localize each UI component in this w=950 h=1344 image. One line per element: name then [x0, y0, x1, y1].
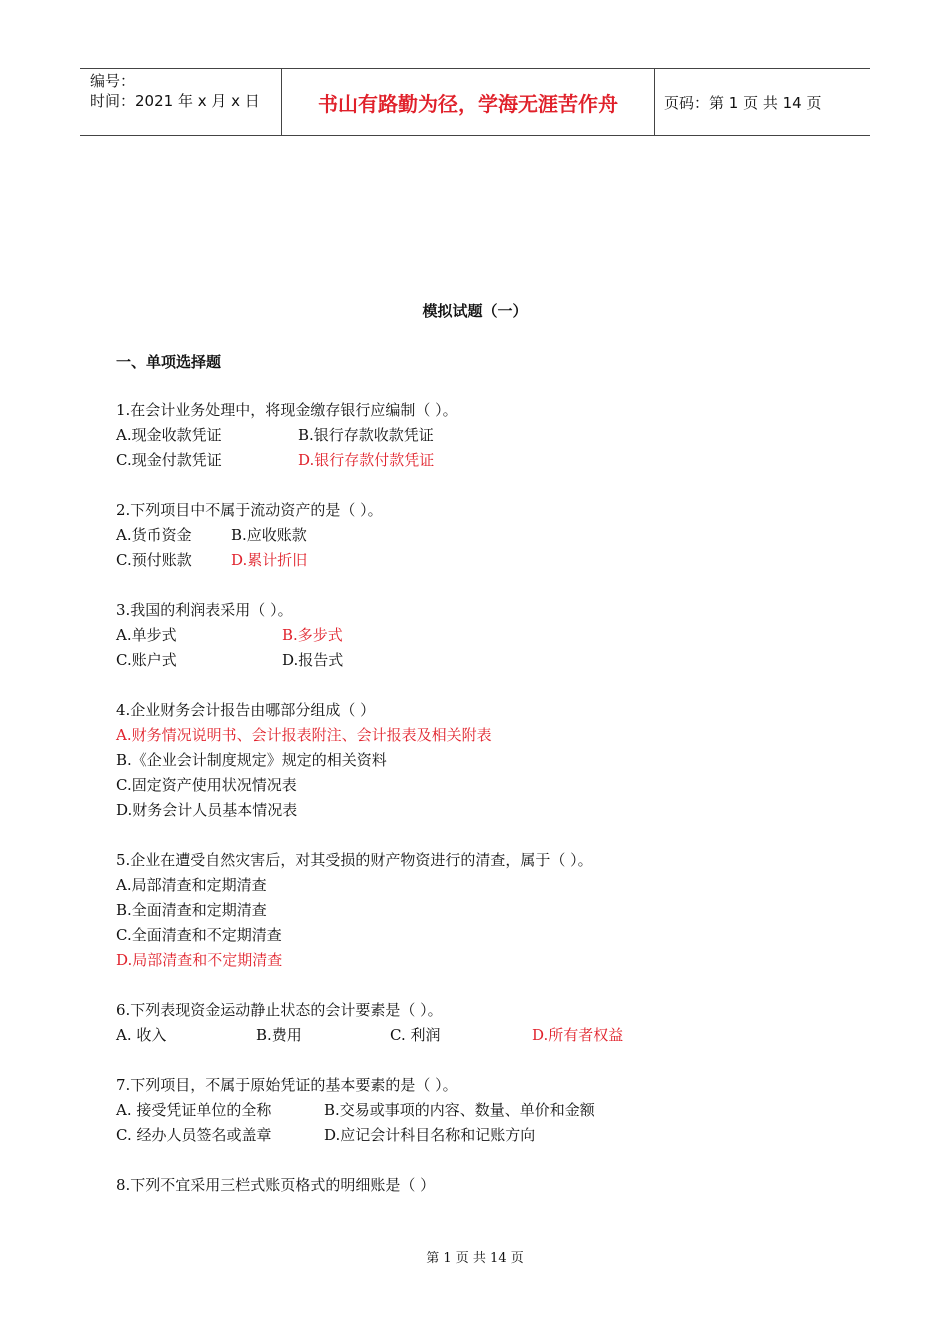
option-b-answer: B.多步式 — [282, 626, 343, 644]
option-c: C. 经办人员签名或盖章 — [116, 1126, 272, 1144]
option-a: A. 收入 — [116, 1026, 167, 1044]
option-row — [116, 548, 876, 573]
question-stem: 5.企业在遭受自然灾害后，对其受损的财产物资进行的清查，属于（ ）。 — [116, 851, 593, 869]
option-c: C.固定资产使用状况情况表 — [116, 776, 297, 794]
option-row — [116, 1023, 876, 1048]
option-b: B.银行存款收款凭证 — [298, 426, 434, 444]
option-c: C.账户式 — [116, 651, 177, 669]
option-d-answer: D.累计折旧 — [231, 551, 308, 569]
option-a: A.单步式 — [116, 626, 177, 644]
header-meta — [80, 69, 282, 135]
option-row — [116, 423, 876, 448]
question-stem: 7.下列项目，不属于原始凭证的基本要素的是（ ）。 — [116, 1076, 458, 1094]
question-stem: 6.下列表现资金运动静止状态的会计要素是（ ）。 — [116, 1001, 443, 1019]
document-number-label: 编号： — [90, 72, 136, 90]
question-5 — [116, 848, 876, 973]
option-d: D.报告式 — [282, 651, 344, 669]
option-row — [116, 1098, 876, 1123]
option-a: A.现金收款凭证 — [116, 426, 222, 444]
question-stem: 2.下列项目中不属于流动资产的是（ ）。 — [116, 501, 383, 519]
option-c: C.全面清查和不定期清查 — [116, 926, 282, 944]
option-a: A.货币资金 — [116, 526, 192, 544]
option-c: C.现金付款凭证 — [116, 451, 222, 469]
option-d-answer: D.所有者权益 — [532, 1026, 624, 1044]
question-3 — [116, 598, 876, 673]
option-row — [116, 623, 876, 648]
option-c: C.预付账款 — [116, 551, 192, 569]
option-b: B.应收账款 — [231, 526, 307, 544]
option-b: B.费用 — [256, 1026, 302, 1044]
header-page-number: 页码：第 1 页 共 14 页 — [664, 93, 822, 112]
option-b: B.全面清查和定期清查 — [116, 901, 267, 919]
question-7 — [116, 1073, 876, 1148]
question-stem: 3.我国的利润表采用（ ）。 — [116, 601, 293, 619]
header-motto: 书山有路勤为径，学海无涯苦作舟 — [282, 69, 655, 135]
question-6 — [116, 998, 876, 1048]
option-d-answer: D.局部清查和不定期清查 — [116, 951, 283, 969]
option-b: B.交易或事项的内容、数量、单价和金额 — [324, 1101, 595, 1119]
option-row — [116, 1123, 876, 1148]
question-1 — [116, 398, 876, 473]
document-date: 时间：2021 年 x 月 x 日 — [90, 92, 260, 110]
option-row — [116, 448, 876, 473]
option-a: A. 接受凭证单位的全称 — [116, 1101, 272, 1119]
option-a: A.局部清查和定期清查 — [116, 876, 267, 894]
section-title: 一、单项选择题 — [116, 353, 222, 371]
option-c: C. 利润 — [390, 1026, 441, 1044]
option-a-answer: A.财务情况说明书、会计报表附注、会计报表及相关附表 — [116, 726, 492, 744]
option-d-answer: D.银行存款付款凭证 — [298, 451, 435, 469]
question-stem: 1.在会计业务处理中，将现金缴存银行应编制（ ）。 — [116, 401, 458, 419]
option-b: B.《企业会计制度规定》规定的相关资料 — [116, 751, 387, 769]
question-list — [116, 398, 876, 1223]
question-4 — [116, 698, 876, 823]
option-row — [116, 648, 876, 673]
question-2 — [116, 498, 876, 573]
document-header — [80, 68, 870, 136]
exam-title: 模拟试题（一） — [422, 302, 528, 320]
option-d: D.应记会计科目名称和记账方向 — [324, 1126, 536, 1144]
question-8 — [116, 1173, 876, 1198]
question-stem: 8.下列不宜采用三栏式账页格式的明细账是（ ） — [116, 1176, 436, 1194]
page-footer: 第 1 页 共 14 页 — [426, 1251, 524, 1266]
option-d: D.财务会计人员基本情况表 — [116, 801, 298, 819]
question-stem: 4.企业财务会计报告由哪部分组成（ ） — [116, 701, 376, 719]
option-row — [116, 523, 876, 548]
